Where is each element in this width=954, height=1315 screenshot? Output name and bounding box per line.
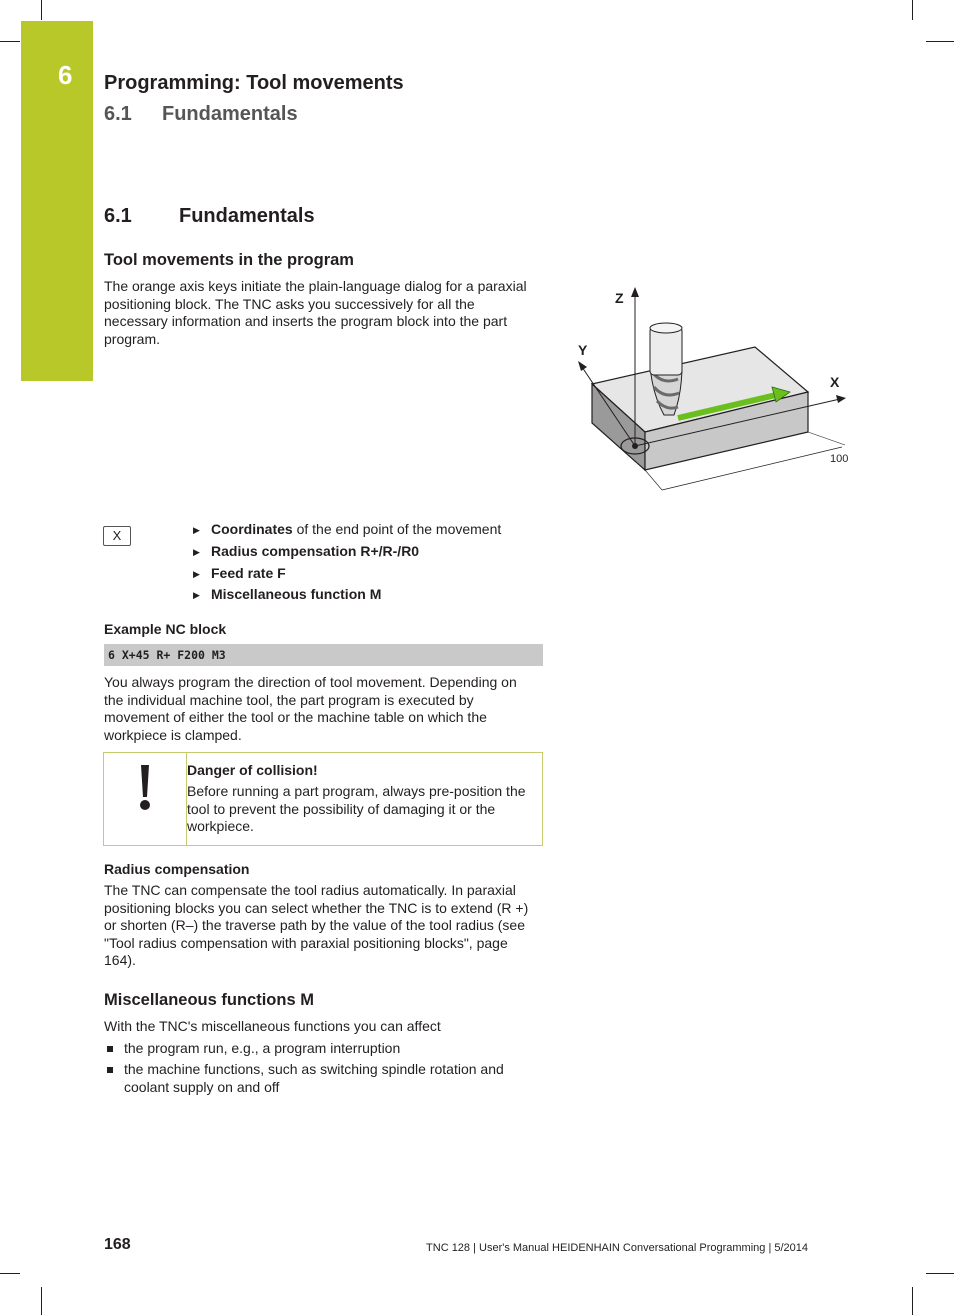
- crop-mark: [0, 1273, 20, 1274]
- page-number: 168: [104, 1236, 131, 1253]
- radius-comp-paragraph: The TNC can compensate the tool radius automatically. In paraxial positioning blocks you can select whether the TNC is to extend (R +) or shorten (R–) the traverse path by the value of the tool radius (see "Tool radius compensation with paraxial positioning blocks", page 164).: [104, 882, 529, 969]
- misc-intro: With the TNC's miscellaneous functions you can affect: [104, 1018, 441, 1034]
- radius-comp-heading: Radius compensation: [104, 861, 250, 877]
- square-bullet-icon: [107, 1046, 113, 1052]
- crop-mark: [926, 1273, 954, 1274]
- exclamation-icon: [134, 765, 156, 811]
- dialog-step-bold: Radius compensation R+/R-/R0: [211, 542, 420, 559]
- list-item-text: the program run, e.g., a program interruption: [124, 1040, 401, 1056]
- dialog-step-bold: Miscellaneous function M: [211, 586, 382, 603]
- section-heading: [104, 205, 315, 228]
- triangle-bullet-icon: ▶: [193, 525, 200, 535]
- dialog-steps-list: [193, 519, 501, 606]
- list-item: [104, 1040, 534, 1058]
- crop-mark: [912, 1287, 913, 1315]
- running-header-section-title: Fundamentals: [162, 103, 298, 125]
- warning-box: [103, 752, 543, 846]
- y-axis-label: Y: [578, 342, 588, 358]
- misc-heading: Miscellaneous functions M: [104, 991, 314, 1009]
- crop-mark: [0, 41, 20, 42]
- warning-text: Before running a part program, always pre-position the tool to prevent the possibility of damaging it or the workpiece.: [187, 783, 526, 835]
- dialog-step: [193, 519, 501, 541]
- footer-text: TNC 128 | User's Manual HEIDENHAIN Conversational Programming | 5/2014: [426, 1242, 808, 1254]
- warning-title: Danger of collision!: [187, 762, 318, 778]
- list-item: [104, 1061, 534, 1096]
- example-heading: Example NC block: [104, 621, 227, 637]
- dialog-step-bold: Coordinates: [211, 521, 293, 537]
- dialog-step: [193, 584, 501, 606]
- crop-mark: [41, 0, 42, 20]
- direction-paragraph: You always program the direction of tool movement. Depending on the individual machine tool, the part program is executed by movement of either the tool or the machine table on which the workpiece is clamped.: [104, 674, 517, 743]
- chapter-tab: [21, 21, 93, 381]
- nc-code-block: 6 X+45 R+ F200 M3: [104, 644, 543, 666]
- dimension-label: 100: [830, 453, 849, 465]
- triangle-bullet-icon: ▶: [193, 590, 200, 601]
- running-header-title: Programming: Tool movements: [104, 72, 404, 94]
- triangle-bullet-icon: ▶: [193, 568, 200, 579]
- dialog-step-rest: of the end point of the movement: [292, 521, 502, 537]
- tool-movement-figure: [560, 275, 860, 495]
- crop-mark: [912, 0, 913, 20]
- crop-mark: [41, 1287, 42, 1315]
- tool-movements-paragraph: The orange axis keys initiate the plain-language dialog for a paraxial positioning block. The TNC asks you successively for all the necessary information and inserts the program block into the part program.: [104, 278, 527, 347]
- dialog-step: [193, 563, 501, 585]
- crop-mark: [926, 41, 954, 42]
- chapter-number: 6: [58, 60, 73, 90]
- x-axis-label: X: [830, 374, 840, 390]
- section-title: Fundamentals: [179, 205, 315, 227]
- running-header-section: [104, 103, 298, 126]
- section-number: 6.1: [104, 205, 132, 227]
- x-axis-key: X: [103, 526, 131, 546]
- square-bullet-icon: [107, 1067, 113, 1073]
- triangle-bullet-icon: ▶: [193, 546, 200, 557]
- tool-movements-heading: Tool movements in the program: [104, 251, 354, 269]
- running-header-section-number: 6.1: [104, 103, 132, 125]
- dialog-step-bold: Feed rate F: [211, 564, 286, 581]
- misc-list: [104, 1040, 534, 1100]
- z-axis-label: Z: [615, 290, 624, 306]
- dialog-step: [193, 541, 501, 563]
- list-item-text: the machine functions, such as switching spindle rotation and coolant supply on and off: [124, 1061, 504, 1095]
